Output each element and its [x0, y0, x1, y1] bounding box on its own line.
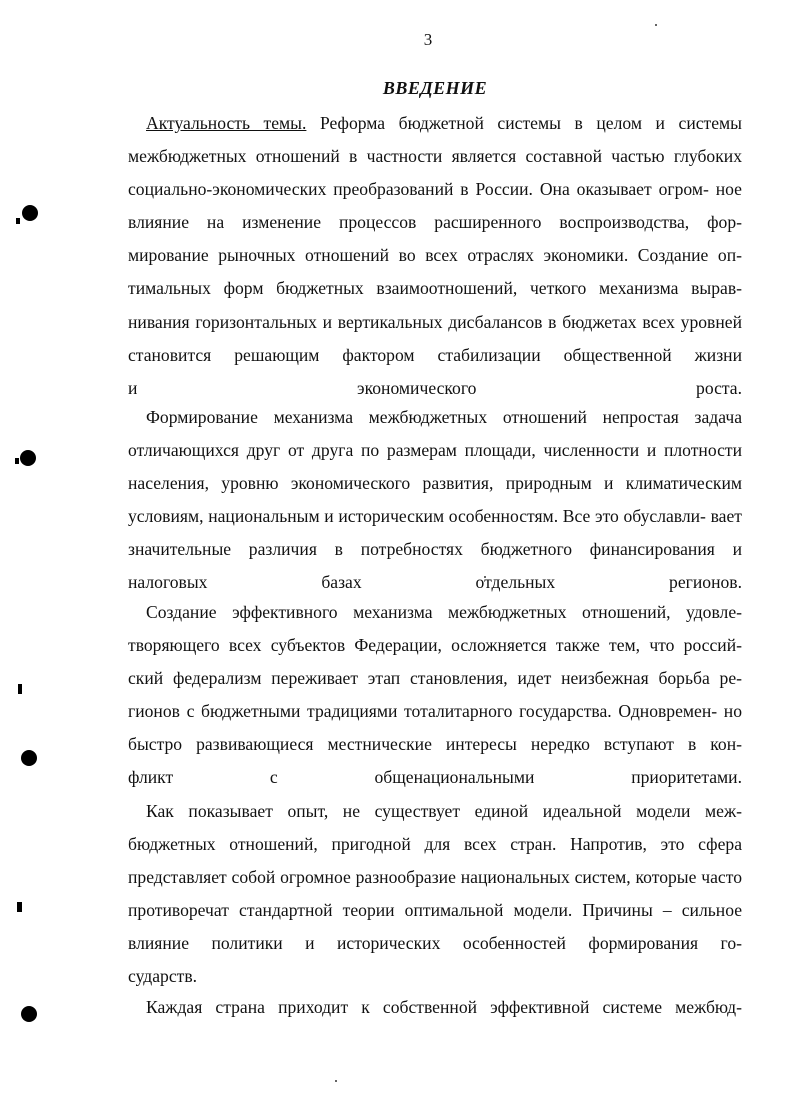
- text-line: ский федерализм переживает этап становления, идет неизбежная борьба ре-: [128, 668, 742, 689]
- scan-mark: [16, 218, 20, 224]
- text-line: представляет собой огромное разнообразие национальных систем, которые: [128, 867, 697, 888]
- text-line: тимальных форм бюджетных взаимоотношений, четкого механизма вырав-: [128, 278, 742, 299]
- text-line: вает значительные различия в потребностях бюджетного финансирования и: [128, 506, 742, 560]
- text-line: фликт с общенациональными приоритетами.: [128, 767, 742, 788]
- text-line: сильное влияние политики и исторических особенностей формирования го-: [128, 900, 743, 954]
- text-line: межбюджетных отношений в частности является составной частью глубоких: [128, 146, 742, 167]
- text-line: мирование рыночных отношений во всех отраслях экономики. Создание оп-: [128, 245, 742, 266]
- text-line: ное влияние на изменение процессов расширенного воспроизводства, фор-: [128, 179, 742, 233]
- text-line: сударств.: [128, 966, 198, 987]
- page-number: 3: [423, 30, 433, 49]
- punch-hole-mark: [22, 205, 38, 221]
- paragraph-federalism: [128, 596, 742, 795]
- paragraph-mechanism: [128, 401, 742, 600]
- text-line: Формирование механизма межбюджетных отношений непростая задача: [146, 407, 742, 427]
- paragraph-each-country: [128, 991, 742, 1024]
- text-line: условиям, национальным и историческим особенностям. Все это обуславли-: [128, 506, 706, 527]
- text-line: гионов с бюджетными традициями тоталитарного государства. Одновремен-: [128, 701, 718, 722]
- punch-hole-mark: [21, 750, 37, 766]
- text-line: Создание эффективного механизма межбюджетных отношений, удовле-: [146, 602, 742, 622]
- relevance-lead: Актуальность темы.: [146, 113, 307, 133]
- text-line: отличающихся друг от друга по размерам площади, численности и плотности: [128, 440, 742, 461]
- text-line: и экономического роста.: [128, 377, 742, 398]
- scan-mark: [18, 684, 22, 694]
- text-line: населения, уровню экономического развития, природным и климатическим: [128, 473, 742, 494]
- paragraph-experience: [128, 795, 742, 994]
- text-line: Каждая страна приходит к собственной эффективной системе межбюд-: [146, 997, 742, 1017]
- section-heading: ВВЕДЕНИЕ: [382, 78, 488, 98]
- text-line: часто противоречат стандартной теории оптимальной модели. Причины –: [128, 867, 742, 921]
- text-line: бюджетных отношений, пригодной для всех стран. Напротив, это сфера: [128, 834, 742, 855]
- text-line: творяющего всех субъектов Федерации, осложняется также тем, что россий-: [128, 635, 742, 656]
- text-line: но быстро развивающиеся местнические интересы нередко вступают в кон-: [128, 701, 742, 755]
- text-line: Как показывает опыт, не существует единой идеальной модели меж-: [146, 801, 742, 821]
- scan-speck: [335, 1080, 337, 1082]
- scan-mark: [17, 902, 22, 912]
- scan-mark: [15, 458, 19, 464]
- text-line: налоговых базах отдельных регионов.: [128, 572, 742, 593]
- scan-speck: [655, 24, 657, 26]
- punch-hole-mark: [21, 1006, 37, 1022]
- paragraph-relevance: [128, 107, 742, 405]
- text-line: нивания горизонтальных и вертикальных дисбалансов в бюджетах всех: [128, 311, 675, 332]
- punch-hole-mark: [20, 450, 36, 466]
- text-line: уровней становится решающим фактором стабилизации общественной жизни: [128, 311, 742, 365]
- text-line: социально-экономических преобразований в России. Она оказывает огром-: [128, 179, 709, 200]
- text-line: Реформа бюджетной системы в целом и системы: [306, 113, 742, 133]
